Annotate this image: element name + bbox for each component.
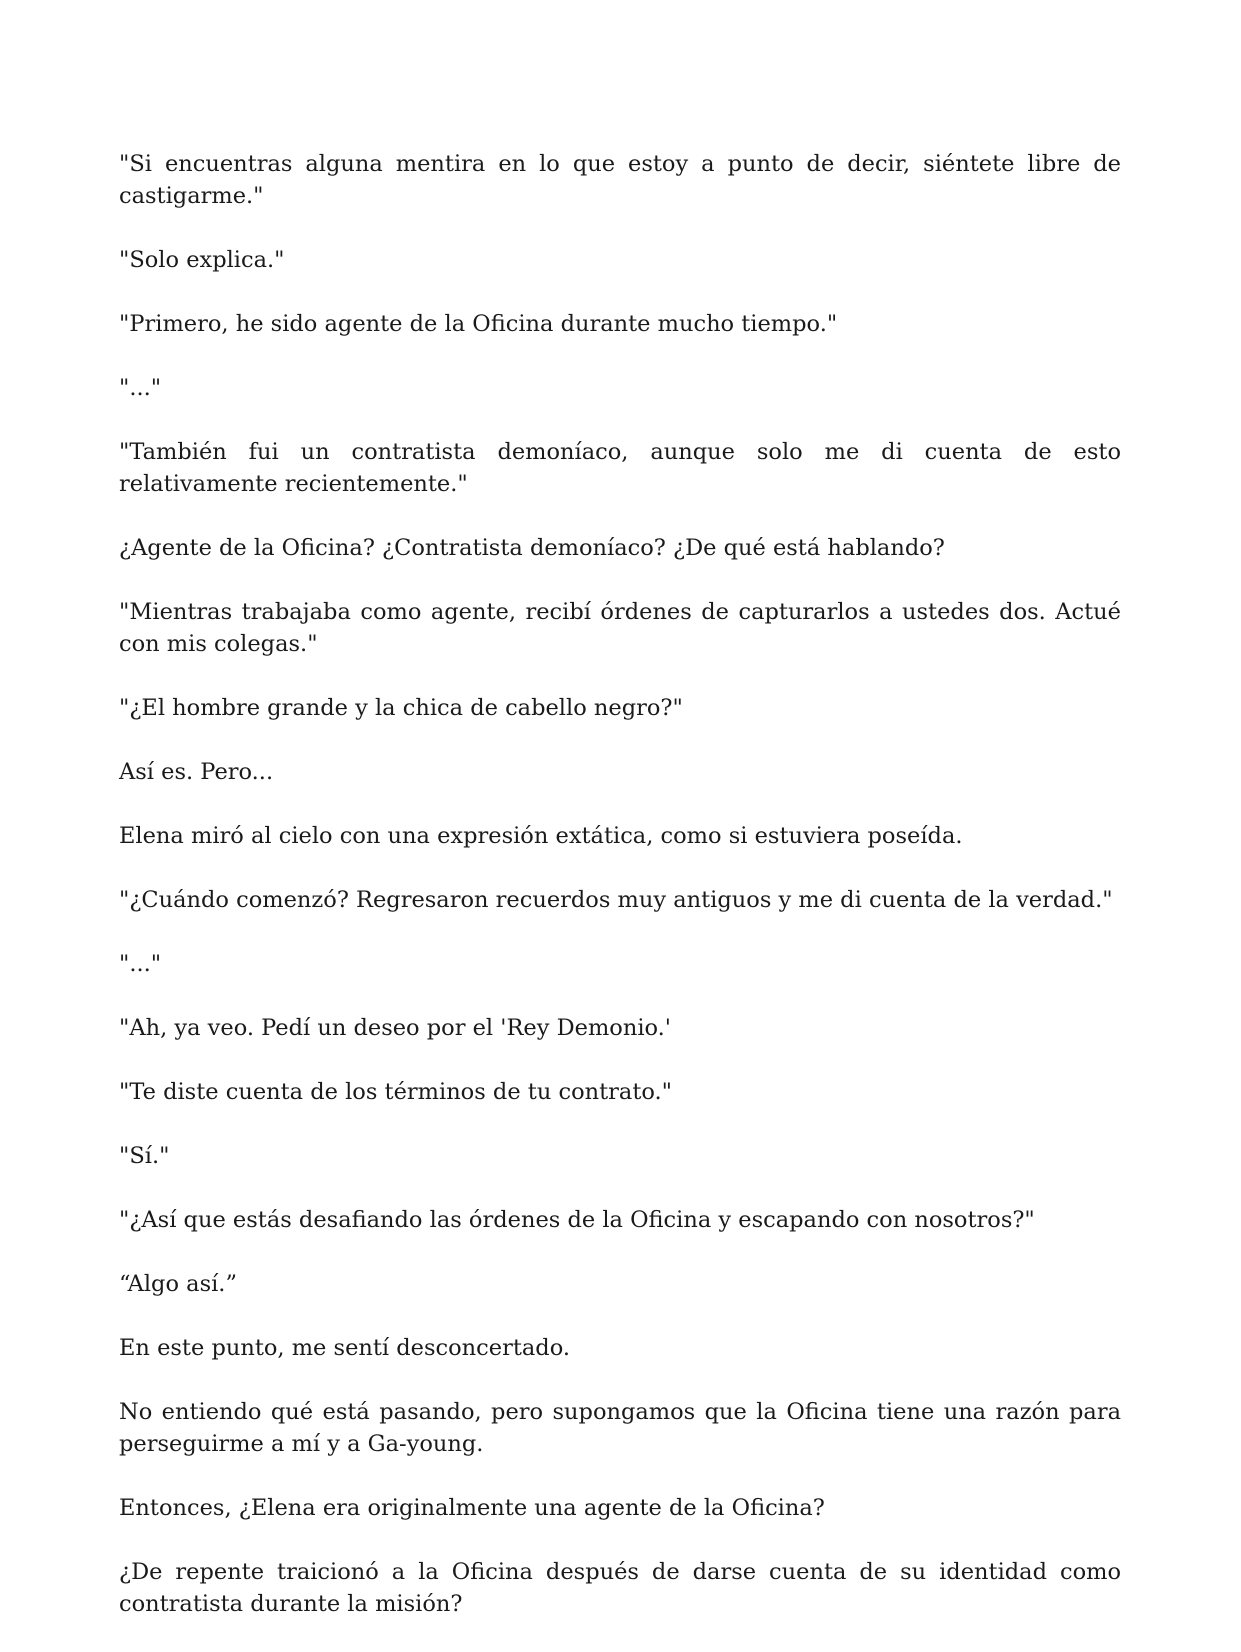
paragraph-11: "¿Cuándo comenzó? Regresaron recuerdos muy antiguos y me di cuenta de la verdad."	[119, 887, 1113, 913]
paragraph-13: "Ah, ya veo. Pedí un deseo por el 'Rey Demonio.'	[119, 1015, 671, 1041]
paragraph-4: "..."	[119, 375, 162, 401]
paragraph-21: ¿De repente traicionó a la Oficina después de darse cuenta de su identidad como contratista durante la misión?	[119, 1559, 1121, 1617]
paragraph-17: “Algo así.”	[119, 1271, 237, 1297]
paragraph-6: ¿Agente de la Oficina? ¿Contratista demoníaco? ¿De qué está hablando?	[119, 535, 945, 561]
paragraph-12: "..."	[119, 951, 162, 977]
paragraph-10: Elena miró al cielo con una expresión extática, como si estuviera poseída.	[119, 823, 963, 849]
paragraph-8: "¿El hombre grande y la chica de cabello negro?"	[119, 695, 683, 721]
document-body	[119, 148, 1121, 1652]
paragraph-14: "Te diste cuenta de los términos de tu contrato."	[119, 1079, 673, 1105]
paragraph-15: "Sí."	[119, 1143, 170, 1169]
paragraph-16: "¿Así que estás desafiando las órdenes de la Oficina y escapando con nosotros?"	[119, 1207, 1035, 1233]
paragraph-2: "Solo explica."	[119, 247, 285, 273]
paragraph-7: "Mientras trabajaba como agente, recibí órdenes de capturarlos a ustedes dos. Actué con mis colegas."	[119, 599, 1121, 657]
paragraph-3: "Primero, he sido agente de la Oficina durante mucho tiempo."	[119, 311, 838, 337]
paragraph-5: "También fui un contratista demoníaco, aunque solo me di cuenta de esto relativamente recientemente."	[119, 439, 1121, 497]
paragraph-1: "Si encuentras alguna mentira en lo que estoy a punto de decir, siéntete libre de castigarme."	[119, 151, 1121, 209]
paragraph-18: En este punto, me sentí desconcertado.	[119, 1335, 570, 1361]
paragraph-19: No entiendo qué está pasando, pero supongamos que la Oficina tiene una razón para perseguirme a mí y a Ga-young.	[119, 1399, 1121, 1457]
paragraph-9: Así es. Pero...	[119, 759, 274, 785]
paragraph-20: Entonces, ¿Elena era originalmente una agente de la Oficina?	[119, 1495, 825, 1521]
